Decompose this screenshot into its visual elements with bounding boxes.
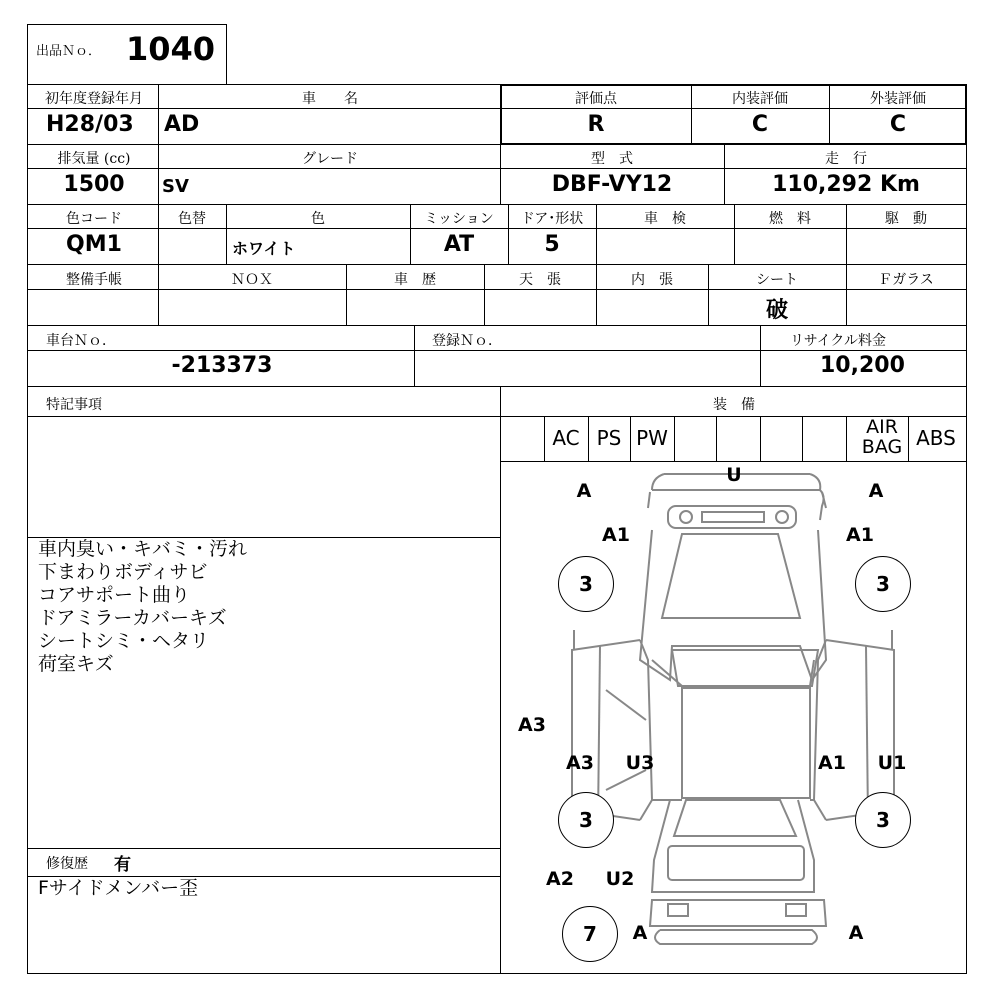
displacement-label: 排気量 (cc) — [57, 151, 131, 167]
drive-label: 駆 動 — [885, 211, 927, 227]
mark-door-right-u: U1 — [877, 752, 907, 774]
exterior-label: 外装評価 — [870, 91, 926, 107]
exterior-value: C — [889, 112, 907, 137]
fglass-label: Ｆガラス — [878, 272, 934, 288]
note-line: 車内臭い・キバミ・汚れ — [38, 538, 248, 560]
mark-side-left-outer: A3 — [518, 714, 546, 736]
mark-quarter-left-u: U2 — [605, 868, 635, 890]
equipment-label: 装 備 — [713, 397, 755, 413]
note-line: 荷室キズ — [38, 653, 114, 675]
service-book-label: 整備手帳 — [66, 272, 122, 288]
note-line: シートシミ・ヘタリ — [38, 630, 210, 652]
car-name-label: 車 名 — [302, 91, 358, 107]
note-line: 下まわりボディサビ — [38, 561, 208, 583]
interior-label: 内装評価 — [732, 91, 788, 107]
score-value: R — [587, 112, 605, 137]
wheel-front-right: 3 — [855, 556, 911, 612]
mark-door-left-u: U3 — [625, 752, 655, 774]
fuel-label: 燃 料 — [769, 211, 811, 227]
repair-label: 修復歴 — [46, 856, 88, 872]
equipment-pw: PW — [636, 426, 668, 450]
mileage-value: 110,292 Km — [772, 172, 920, 197]
score-label: 評価点 — [575, 91, 617, 107]
model-label: 型 式 — [591, 151, 633, 167]
sunroof-label: 天 張 — [519, 272, 561, 288]
mark-rear-right: A — [848, 922, 864, 944]
car-name-value: AD — [164, 112, 200, 137]
seat-label: シート — [756, 272, 798, 288]
color-code-value: QM1 — [66, 232, 122, 257]
equipment-abs: ABS — [916, 426, 956, 450]
mark-door-left-a: A3 — [566, 752, 594, 774]
notes-label: 特記事項 — [46, 397, 102, 413]
mark-fender-right: A1 — [846, 524, 874, 546]
wheel-rear-right: 3 — [855, 792, 911, 848]
mark-fender-left: A1 — [602, 524, 630, 546]
displacement-value: 1500 — [63, 172, 125, 197]
grade-label: グレード — [302, 151, 358, 167]
note-line: ドアミラーカバーキズ — [38, 607, 227, 629]
inspection-label: 車 検 — [644, 211, 686, 227]
nox-label: ＮＯＸ — [231, 272, 273, 288]
car-diagram — [500, 462, 967, 974]
recycle-value: 10,200 — [820, 353, 905, 378]
equipment-ac: AC — [552, 426, 580, 450]
first-reg-value: H28/03 — [46, 112, 134, 137]
mark-rear-left: A — [632, 922, 648, 944]
color-label: 色 — [311, 211, 325, 227]
mark-door-right-a: A1 — [818, 752, 846, 774]
model-value: DBF-VY12 — [551, 172, 673, 197]
wheel-rear-left: 3 — [558, 792, 614, 848]
chassis-value: -213373 — [171, 353, 273, 378]
first-reg-label: 初年度登録年月 — [45, 91, 143, 107]
repaint-label: 色替 — [178, 211, 206, 227]
mark-front-right: A — [868, 480, 884, 502]
mileage-label: 走 行 — [825, 151, 867, 167]
interior-value: C — [751, 112, 769, 137]
wheel-front-left: 3 — [558, 556, 614, 612]
note-line: コアサポート曲り — [38, 584, 191, 606]
transmission-value: AT — [443, 232, 475, 257]
transmission-label: ミッション — [424, 211, 494, 227]
mark-quarter-left-a: A2 — [546, 868, 574, 890]
seat-value: 破 — [765, 298, 789, 323]
mark-front-top: U — [726, 464, 742, 486]
repair-value: 有 — [114, 855, 131, 875]
regno-label: 登録Ｎｏ． — [432, 333, 502, 349]
chassis-label: 車台Ｎｏ． — [46, 333, 116, 349]
lot-number: 1040 — [126, 30, 216, 68]
mark-front-left: A — [576, 480, 592, 502]
lining-label: 内 張 — [631, 272, 673, 288]
spare-tire: 7 — [562, 906, 618, 962]
grade-value: SV — [162, 176, 189, 197]
doors-label: ドア･形状 — [520, 211, 584, 227]
history-label: 車 歴 — [394, 272, 436, 288]
doors-value: 5 — [544, 232, 560, 257]
repair-detail: Fサイドメンバー歪 — [38, 877, 199, 899]
recycle-label: リサイクル料金 — [789, 333, 887, 349]
lot-label: 出品Ｎｏ． — [36, 44, 102, 59]
equipment-ps: PS — [596, 426, 622, 450]
color-code-label: 色コード — [66, 211, 122, 227]
equipment-airbag: AIR BAG — [861, 416, 903, 458]
color-value: ホワイト — [232, 239, 296, 258]
